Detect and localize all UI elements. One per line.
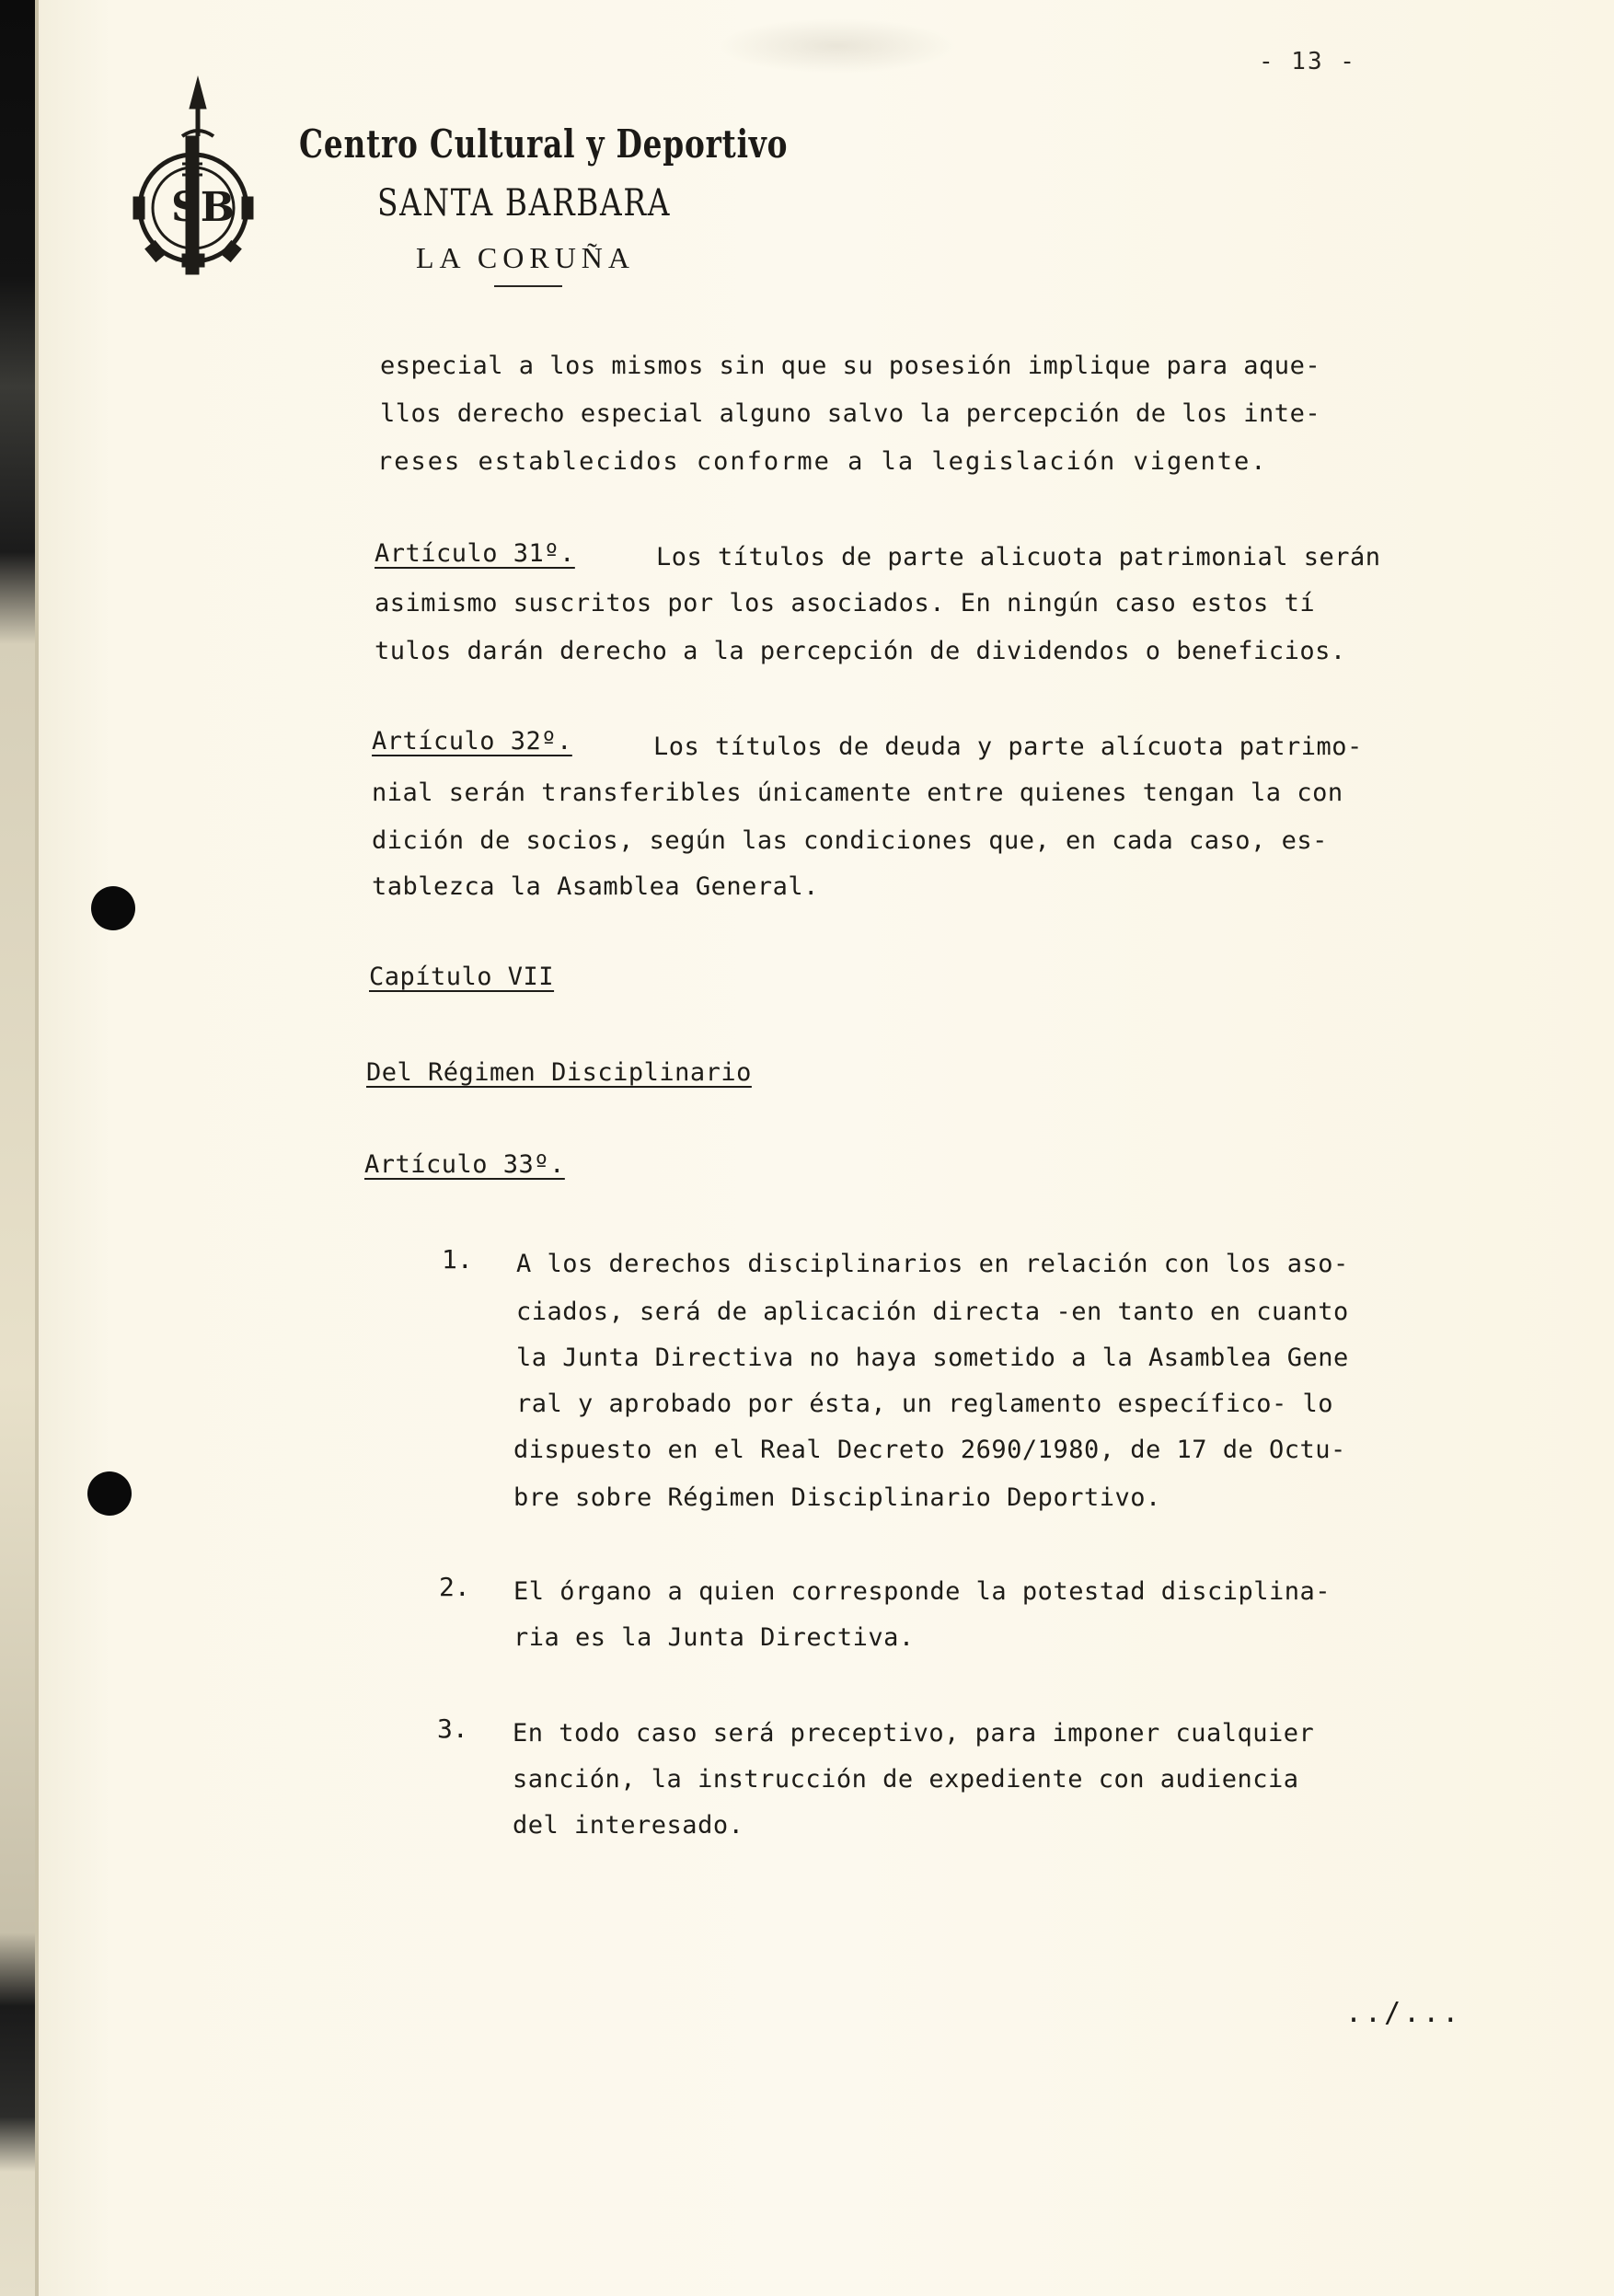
article-31-line: tulos darán derecho a la percepción de dividendos o beneficios. bbox=[375, 637, 1346, 665]
item-1-line: ciados, será de aplicación directa -en tanto en cuanto bbox=[516, 1298, 1349, 1326]
item-number: 2. bbox=[439, 1572, 470, 1602]
article-31-line: Los títulos de parte alicuota patrimonial serán bbox=[656, 543, 1381, 571]
org-name-line-2: SANTA BARBARA bbox=[377, 182, 672, 225]
org-city: LA CORUÑA bbox=[416, 241, 636, 274]
item-3-line: sanción, la instrucción de expediente con audiencia bbox=[513, 1765, 1299, 1794]
intro-line: reses establecidos conforme a la legislación vigente. bbox=[377, 447, 1268, 476]
item-1-line: bre sobre Régimen Disciplinario Deportivo. bbox=[513, 1483, 1161, 1512]
item-3-line: En todo caso será preceptivo, para imponer cualquier bbox=[513, 1719, 1315, 1748]
paper-edge bbox=[35, 0, 39, 2296]
item-1-line: A los derechos disciplinarios en relación con los aso- bbox=[516, 1250, 1349, 1278]
item-number: 3. bbox=[437, 1713, 468, 1744]
article-31-heading: Artículo 31º. bbox=[375, 539, 575, 568]
continuation-mark: ../... bbox=[1345, 1997, 1462, 2029]
paper-stain bbox=[718, 18, 957, 74]
punch-hole-lower bbox=[87, 1471, 132, 1516]
article-31-line: asimismo suscritos por los asociados. En ningún caso estos tí bbox=[375, 589, 1316, 617]
header-divider bbox=[494, 285, 562, 287]
org-name-line-1: Centro Cultural y Deportivo bbox=[299, 121, 789, 167]
page-number: - 13 - bbox=[1259, 48, 1356, 75]
item-1-line: dispuesto en el Real Decreto 2690/1980, de 17 de Octu- bbox=[513, 1436, 1346, 1464]
item-1-line: ral y aprobado por ésta, un reglamento específico- lo bbox=[516, 1390, 1334, 1418]
article-32-line: tablezca la Asamblea General. bbox=[372, 872, 819, 901]
intro-line: especial a los mismos sin que su posesión implique para aque- bbox=[380, 352, 1321, 380]
intro-line: llos derecho especial alguno salvo la percepción de los inte- bbox=[380, 399, 1321, 428]
item-3-line: del interesado. bbox=[513, 1811, 744, 1840]
punch-hole-upper bbox=[91, 886, 135, 930]
article-33-heading: Artículo 33º. bbox=[364, 1150, 565, 1179]
article-32-line: nial serán transferibles únicamente entre quienes tengan la con bbox=[372, 779, 1343, 807]
scan-edge-shadow bbox=[0, 0, 35, 2296]
chapter-title: Capítulo VII bbox=[369, 963, 555, 991]
article-32-line: Los títulos de deuda y parte alícuota patrimo- bbox=[653, 733, 1363, 761]
logo-monogram: SB bbox=[171, 184, 235, 231]
item-2-line: ria es la Junta Directiva. bbox=[513, 1623, 915, 1652]
item-1-line: la Junta Directiva no haya sometido a la Asamblea Gene bbox=[516, 1344, 1349, 1372]
club-logo-icon bbox=[129, 72, 267, 285]
article-32-line: dición de socios, según las condiciones que, en cada caso, es- bbox=[372, 826, 1328, 855]
item-2-line: El órgano a quien corresponde la potestad disciplina- bbox=[513, 1577, 1332, 1606]
article-32-heading: Artículo 32º. bbox=[372, 727, 572, 756]
chapter-subtitle: Del Régimen Disciplinario bbox=[366, 1058, 752, 1087]
item-number: 1. bbox=[442, 1244, 473, 1275]
